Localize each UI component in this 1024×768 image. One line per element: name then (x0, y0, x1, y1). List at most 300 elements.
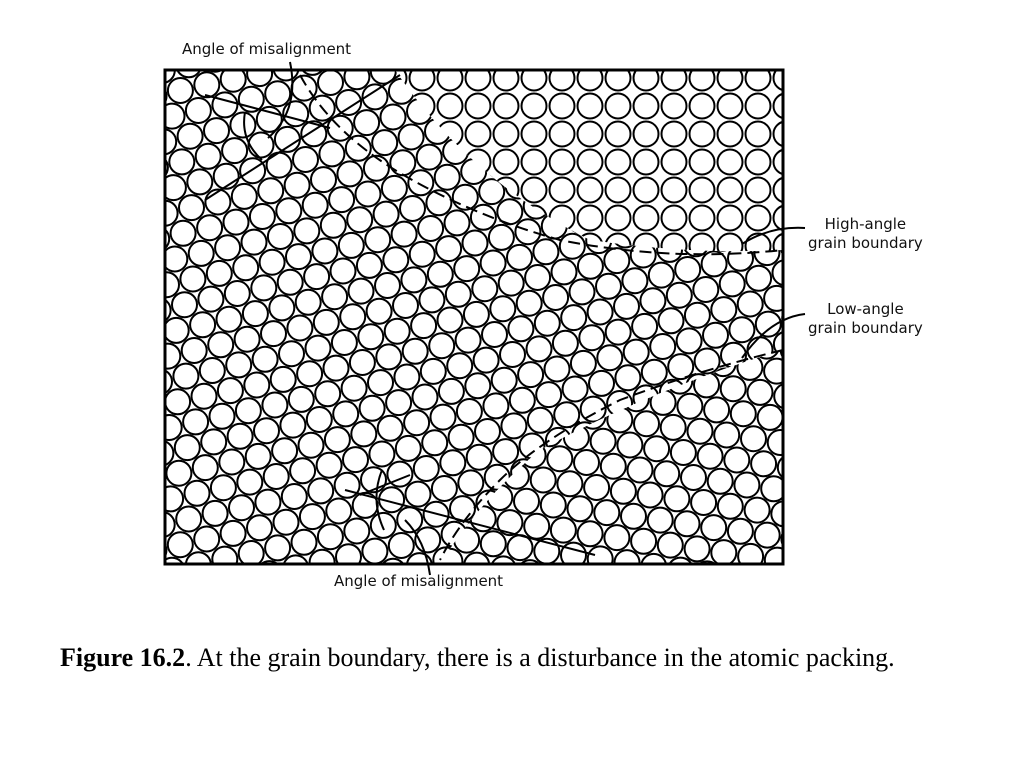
atom (212, 92, 237, 117)
atom (410, 242, 435, 267)
atom (659, 308, 684, 333)
atom (404, 410, 429, 435)
atom (382, 176, 407, 201)
atom (411, 313, 436, 338)
atom (550, 178, 575, 203)
atom (570, 279, 595, 304)
atom (171, 221, 196, 246)
atom (267, 153, 292, 178)
atom (563, 377, 588, 402)
atom (578, 206, 603, 231)
atom (634, 206, 659, 231)
atom (463, 231, 488, 256)
atom (634, 411, 659, 436)
atom (240, 158, 265, 183)
atom (745, 498, 770, 523)
atom (550, 94, 575, 119)
atom (711, 297, 736, 322)
atom (218, 378, 243, 403)
atom (714, 423, 739, 448)
label-angle-misalignment-bottom: Angle of misalignment (334, 572, 504, 590)
atom (208, 332, 233, 357)
atom (383, 247, 408, 272)
atom (264, 464, 289, 489)
atom (785, 449, 810, 474)
atom (792, 551, 817, 576)
atom (418, 216, 443, 241)
atom (146, 298, 171, 323)
atom (522, 150, 547, 175)
atom (796, 112, 821, 137)
atom (685, 303, 710, 328)
atom (233, 255, 258, 280)
atom (632, 314, 657, 339)
atom (386, 390, 411, 415)
atom (428, 262, 453, 287)
atom (662, 94, 687, 119)
atom (164, 318, 189, 343)
atom (303, 193, 328, 218)
atom (561, 305, 586, 330)
atom (594, 500, 619, 525)
atom (492, 368, 517, 393)
atom (205, 190, 230, 215)
atom (658, 533, 683, 558)
atom (743, 577, 768, 602)
atom (282, 484, 307, 509)
atom (353, 39, 378, 64)
atom (204, 572, 229, 597)
atom (768, 430, 793, 455)
atom (272, 438, 297, 463)
atom (522, 94, 547, 119)
atom (276, 198, 301, 223)
atom (677, 328, 702, 353)
atom (354, 110, 379, 135)
atom (260, 250, 285, 275)
atom (319, 141, 344, 166)
atom (368, 370, 393, 395)
atom (662, 206, 687, 231)
atom (614, 294, 639, 319)
atom (578, 150, 603, 175)
atom (621, 504, 646, 529)
atom (699, 563, 724, 588)
atom (221, 521, 246, 546)
atom (748, 569, 773, 594)
atom (690, 178, 715, 203)
atom (283, 555, 308, 580)
atom (793, 423, 818, 448)
atom (746, 266, 771, 291)
atom (347, 207, 372, 232)
atom (596, 274, 621, 299)
atom (718, 494, 743, 519)
atom (547, 446, 572, 471)
atom (301, 576, 326, 601)
atom (210, 404, 235, 429)
atom (774, 94, 799, 119)
atom (774, 206, 799, 231)
atom (203, 501, 228, 526)
atom (606, 150, 631, 175)
atom (634, 178, 659, 203)
atom (475, 419, 500, 444)
atom (601, 454, 626, 479)
atom (297, 361, 322, 386)
atom (527, 336, 552, 361)
atom (466, 122, 491, 147)
atom (406, 482, 431, 507)
atom (254, 418, 279, 443)
atom (646, 574, 671, 599)
atom (132, 38, 157, 63)
atom (493, 439, 518, 464)
atom (675, 257, 700, 282)
atom (142, 84, 167, 109)
atom (230, 567, 255, 592)
atom (606, 122, 631, 147)
atom (773, 260, 798, 285)
atom (718, 178, 743, 203)
atom (447, 353, 472, 378)
atom (194, 72, 219, 97)
atom (489, 225, 514, 250)
atom (774, 150, 799, 175)
atom (690, 150, 715, 175)
atom (271, 367, 296, 392)
atom (324, 356, 349, 381)
atom (356, 182, 381, 207)
atom (449, 425, 474, 450)
atom (482, 322, 507, 347)
atom (628, 458, 653, 483)
atom (525, 265, 550, 290)
atom (178, 124, 203, 149)
atom (133, 109, 158, 134)
atom (317, 453, 342, 478)
atom (784, 377, 809, 402)
atom (251, 275, 276, 300)
atom (731, 401, 756, 426)
atom (522, 576, 547, 601)
atom (246, 444, 271, 469)
atom (228, 424, 253, 449)
atom (571, 568, 596, 593)
atom (358, 324, 383, 349)
atom (518, 362, 543, 387)
atom (704, 397, 729, 422)
atom (775, 573, 800, 598)
atom (615, 365, 640, 390)
atom (458, 470, 483, 495)
atom (140, 466, 165, 491)
atom (168, 532, 193, 557)
atom (446, 282, 471, 307)
atom (671, 440, 696, 465)
atom (197, 215, 222, 240)
atom (791, 362, 816, 387)
atom (494, 94, 519, 119)
atom (784, 409, 809, 434)
atom (552, 259, 577, 284)
atom (764, 359, 789, 384)
atom (321, 213, 346, 238)
atom (456, 328, 481, 353)
atom (132, 492, 157, 517)
atom (672, 568, 697, 593)
atom (237, 470, 262, 495)
atom (247, 515, 272, 540)
atom (350, 350, 375, 375)
atom (584, 475, 609, 500)
atom (165, 389, 190, 414)
atom (296, 290, 321, 315)
atom (553, 331, 578, 356)
atom (239, 541, 264, 566)
atom (215, 235, 240, 260)
atom (483, 393, 508, 418)
atom (136, 252, 161, 277)
atom (378, 416, 403, 441)
atom (522, 122, 547, 147)
atom (306, 336, 331, 361)
atom (515, 219, 540, 244)
atom (300, 504, 325, 529)
atom (574, 40, 599, 65)
atom (649, 263, 674, 288)
atom (758, 405, 783, 430)
atom (148, 441, 173, 466)
atom (214, 164, 239, 189)
atom (431, 405, 456, 430)
atom (677, 394, 702, 419)
atom (421, 359, 446, 384)
atom (261, 321, 286, 346)
atom (786, 520, 811, 545)
atom (173, 364, 198, 389)
atom (312, 239, 337, 264)
atom (339, 233, 364, 258)
atom (346, 136, 371, 161)
atom (244, 373, 269, 398)
atom (738, 292, 763, 317)
atom (232, 184, 257, 209)
atom (401, 267, 426, 292)
atom (308, 478, 333, 503)
atom (229, 495, 254, 520)
atom (374, 202, 399, 227)
atom (774, 384, 799, 409)
atom (481, 251, 506, 276)
atom (176, 507, 201, 532)
atom (578, 521, 603, 546)
atom (667, 283, 692, 308)
atom (166, 461, 191, 486)
atom (413, 385, 438, 410)
atom (711, 540, 736, 565)
atom (192, 384, 217, 409)
atom (650, 334, 675, 359)
atom (588, 300, 613, 325)
atom (194, 527, 219, 552)
atom (258, 178, 283, 203)
atom (385, 319, 410, 344)
atom (226, 352, 251, 377)
atom (746, 150, 771, 175)
atom (535, 311, 560, 336)
atom (393, 293, 418, 318)
atom (160, 558, 185, 583)
atom (517, 291, 542, 316)
atom (372, 130, 397, 155)
atom (242, 230, 267, 255)
atom (634, 122, 659, 147)
atom (432, 476, 457, 501)
atom (169, 149, 194, 174)
atom (435, 165, 460, 190)
atom (741, 426, 766, 451)
atom (547, 45, 572, 70)
atom (362, 539, 387, 564)
atom (364, 156, 389, 181)
label-angle-misalignment-top: Angle of misalignment (182, 40, 352, 58)
atom (641, 554, 666, 579)
atom (357, 253, 382, 278)
atom (508, 316, 533, 341)
atom (746, 122, 771, 147)
atom (236, 398, 261, 423)
atom (253, 347, 278, 372)
atom (703, 323, 728, 348)
atom (467, 445, 492, 470)
atom (440, 450, 465, 475)
atom (718, 94, 743, 119)
atom (795, 495, 820, 520)
atom (746, 94, 771, 119)
atom (200, 358, 225, 383)
atom (222, 138, 247, 163)
atom (265, 81, 290, 106)
atom (417, 145, 442, 170)
atom (690, 206, 715, 231)
atom (376, 344, 401, 369)
atom (494, 150, 519, 175)
atom (436, 236, 461, 261)
atom (508, 535, 533, 560)
atom (755, 523, 780, 548)
atom (179, 195, 204, 220)
atom (129, 349, 154, 374)
atom (708, 469, 733, 494)
atom (638, 483, 663, 508)
atom (307, 407, 332, 432)
atom (606, 320, 631, 345)
atom (792, 352, 817, 377)
atom (490, 296, 515, 321)
atom (681, 465, 706, 490)
atom (367, 299, 392, 324)
atom (175, 435, 200, 460)
atom (724, 448, 749, 473)
atom (457, 399, 482, 424)
atom (453, 185, 478, 210)
atom (299, 433, 324, 458)
atom (224, 210, 249, 235)
atom (219, 450, 244, 475)
atom (315, 381, 340, 406)
atom (604, 248, 629, 273)
atom (198, 287, 223, 312)
atom (130, 421, 155, 446)
atom (770, 572, 795, 597)
atom (522, 178, 547, 203)
atom (466, 94, 491, 119)
atom (212, 547, 237, 572)
atom (550, 150, 575, 175)
atom (786, 66, 811, 91)
atom (574, 450, 599, 475)
atom (394, 365, 419, 390)
atom (255, 490, 280, 515)
atom (589, 371, 614, 396)
label-high-angle-line2: grain boundary (808, 234, 923, 252)
atom (318, 70, 343, 95)
atom (139, 395, 164, 420)
atom (196, 144, 221, 169)
atom (675, 511, 700, 536)
atom (550, 122, 575, 147)
atom (510, 388, 535, 413)
atom (438, 308, 463, 333)
atom (375, 273, 400, 298)
atom (654, 461, 679, 486)
atom (294, 218, 319, 243)
atom (235, 327, 260, 352)
atom (662, 122, 687, 147)
atom (661, 415, 686, 440)
atom (690, 122, 715, 147)
label-high-angle-boundary (808, 215, 923, 253)
atom (419, 287, 444, 312)
caption-text: . At the grain boundary, there is a disturbance in the atomic packing. (185, 643, 895, 672)
atom (524, 514, 549, 539)
atom (575, 565, 600, 590)
atom (691, 490, 716, 515)
atom (439, 379, 464, 404)
atom (168, 78, 193, 103)
atom (746, 206, 771, 231)
atom (193, 455, 218, 480)
atom (598, 571, 623, 596)
atom (360, 396, 385, 421)
atom (137, 324, 162, 349)
atom (399, 125, 424, 150)
atom (289, 387, 314, 412)
atom (268, 224, 293, 249)
atom (579, 325, 604, 350)
atom (729, 317, 754, 342)
atom (557, 471, 582, 496)
atom (293, 147, 318, 172)
atom (545, 357, 570, 382)
atom (748, 380, 773, 405)
atom (429, 333, 454, 358)
atom (390, 150, 415, 175)
atom (788, 137, 813, 162)
atom (734, 473, 759, 498)
atom (225, 281, 250, 306)
